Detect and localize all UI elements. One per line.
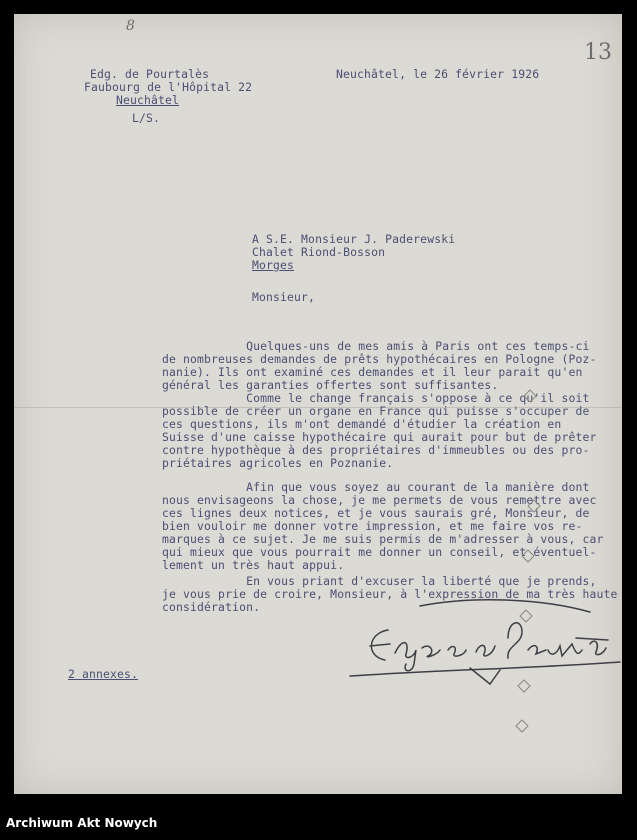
body-line: marques à ce sujet. Je me suis permis de m'adresser à vous, car <box>162 532 604 546</box>
sender-address: Faubourg de l'Hôpital 22 <box>84 80 253 94</box>
annexes-note: 2 annexes. <box>68 667 139 681</box>
body-line: Afin que vous soyez au courant de la manière dont <box>162 480 590 494</box>
body-line: de nombreuses demandes de prêts hypothécaires en Pologne (Poz- <box>162 352 597 366</box>
body-line: ces questions, ils m'ont demandé d'étudier la création en <box>162 417 562 431</box>
body-line: Suisse d'une caisse hypothécaire qui aurait pour but de prêter <box>162 430 597 444</box>
handwritten-signature <box>340 598 625 690</box>
recipient-line-3: Morges <box>252 258 295 272</box>
body-line: ces lignes deux notices, et je vous saurais gré, Monsieur, de <box>162 506 590 520</box>
recipient-line-2: Chalet Riond-Bosson <box>252 245 386 259</box>
sender-name: Edg. de Pourtalès <box>90 67 210 81</box>
recipient-line-1: A S.E. Monsieur J. Paderewski <box>252 232 456 246</box>
pencil-page-number: 13 <box>584 40 612 65</box>
pencil-note-top: 8 <box>126 18 135 34</box>
body-line: priétaires agricoles en Poznanie. <box>162 456 394 470</box>
place-date: Neuchâtel, le 26 février 1926 <box>336 67 540 81</box>
body-line: qui mieux que vous pourrait me donner un conseil, et éventuel- <box>162 545 597 559</box>
salutation: Monsieur, <box>252 290 316 304</box>
body-line: Quelques-uns de mes amis à Paris ont ces temps-ci <box>162 339 590 353</box>
body-line: lement un très haut appui. <box>162 558 345 572</box>
body-line: possible de créer un organe en France qui puisse s'occuper de <box>162 404 590 418</box>
sender-city: Neuchâtel <box>116 93 180 107</box>
body-line: Comme le change français s'oppose à ce qu'il soit <box>162 391 590 405</box>
body-line: contre hypothèque à des propriétaires d'immeubles ou des pro- <box>162 443 590 457</box>
reference-code: L/S. <box>132 111 161 125</box>
body-line: nous envisageons la chose, je me permets de vous remettre avec <box>162 493 597 507</box>
body-line: En vous priant d'excuser la liberté que je prends, <box>162 574 597 588</box>
margin-pencil-marks <box>510 380 550 740</box>
body-line: je vous prie de croire, Monsieur, à l'expression de ma très haute <box>162 587 618 601</box>
body-line: considération. <box>162 600 261 614</box>
body-line: bien vouloir me donner votre impression, et me faire vos re- <box>162 519 583 533</box>
body-line: nanie). Ils ont examiné ces demandes et il leur parait qu'en <box>162 365 583 379</box>
archive-credit: Archiwum Akt Nowych <box>6 816 158 830</box>
body-line: général les garanties offertes sont suffisantes. <box>162 378 499 392</box>
